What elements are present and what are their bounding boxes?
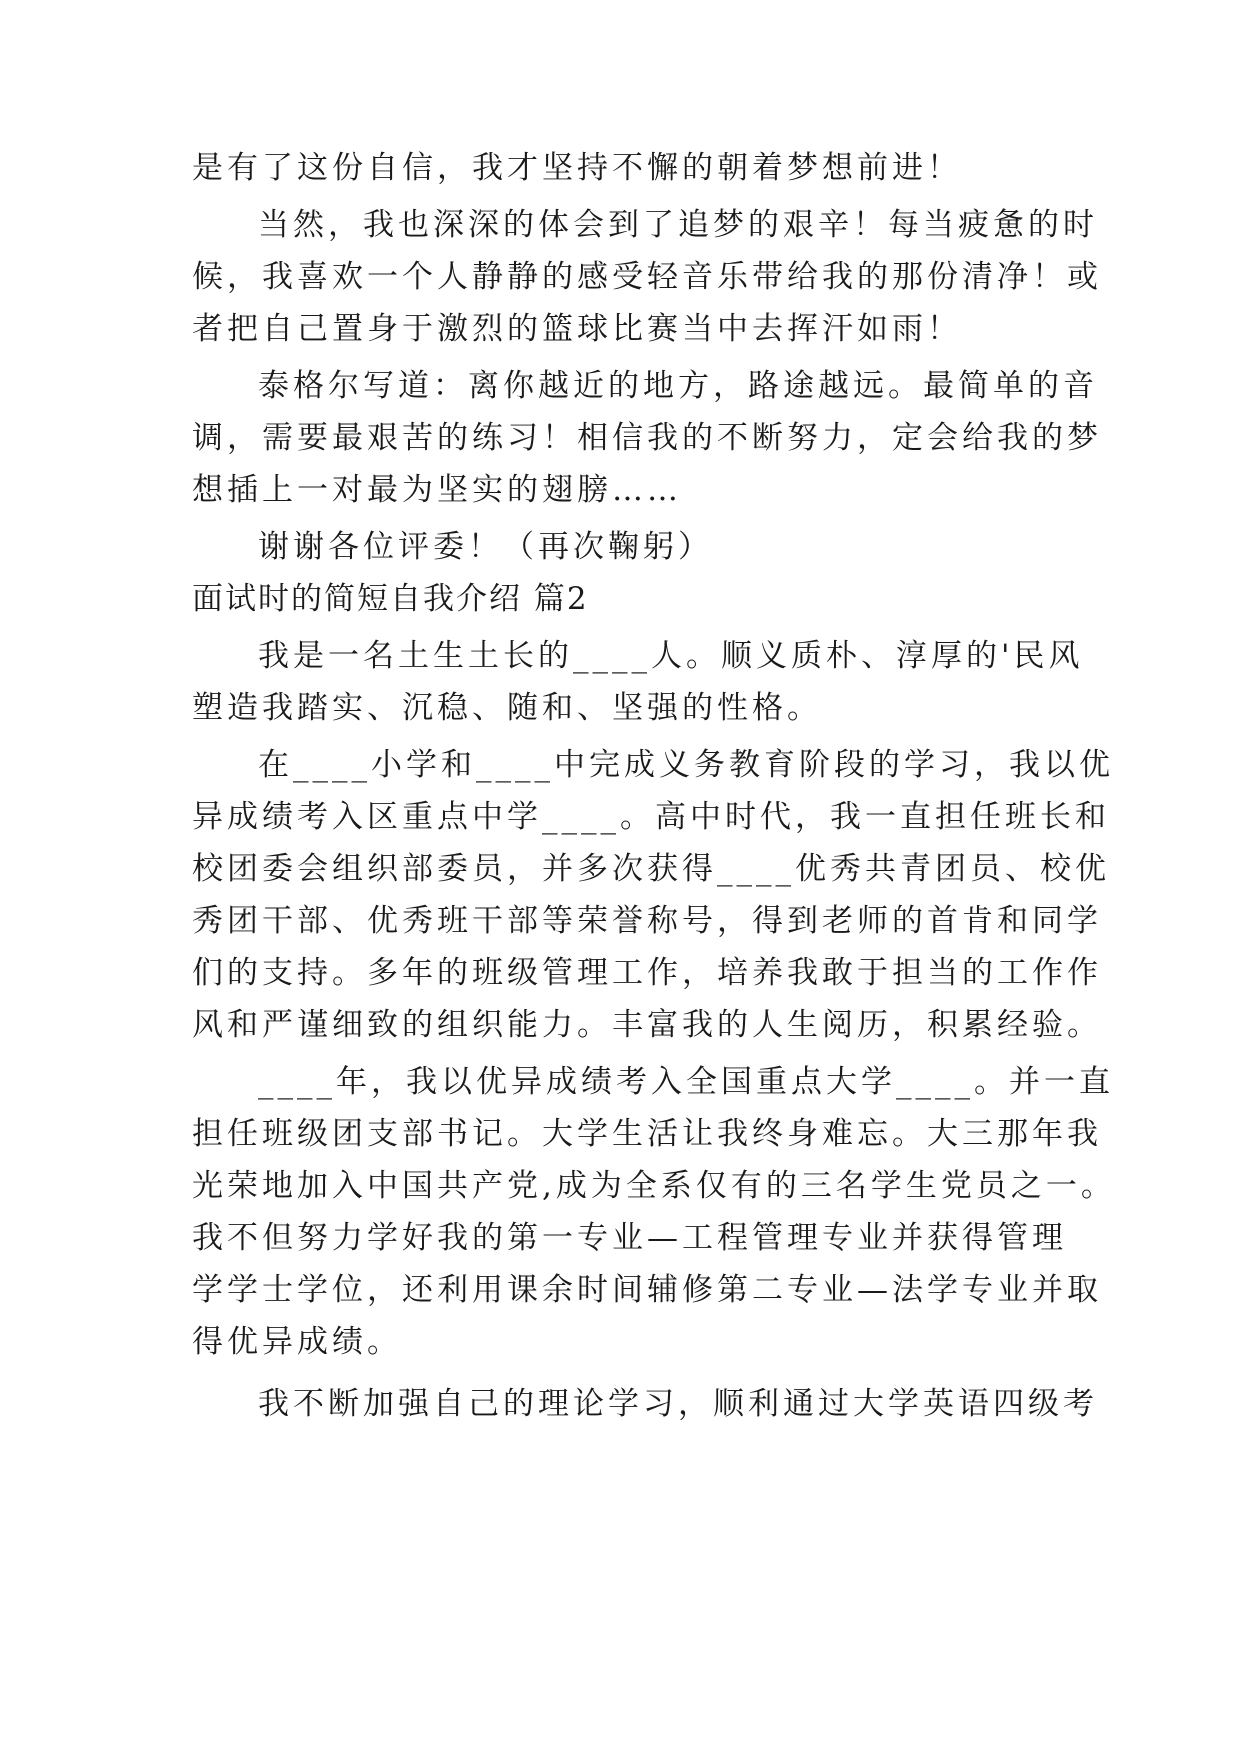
paragraph-first-line: 当然，我也深深的体会到了追梦的艰辛！每当疲惫的时 [258,207,1098,243]
text-line: 校团委会组织部委员，并多次获得____优秀共青团员、校优 [192,851,1110,887]
text-line: 是有了这份自信，我才坚持不懈的朝着梦想前进！ [192,150,962,186]
paragraph-first-line: ____年，我以优异成绩考入全国重点大学____。并一直 [258,1064,1114,1100]
paragraph-first-line: 我不断加强自己的理论学习，顺利通过大学英语四级考 [258,1386,1098,1422]
section-heading: 面试时的简短自我介绍 篇2 [192,581,589,617]
text-line: 光荣地加入中国共产党,成为全系仅有的三名学生党员之一。 [192,1168,1116,1204]
text-line: 者把自己置身于激烈的篮球比赛当中去挥汗如雨！ [192,311,962,347]
paragraph-first-line: 在____小学和____中完成义务教育阶段的学习，我以优 [258,747,1114,783]
text-line: 候，我喜欢一个人静静的感受轻音乐带给我的那份清净！或 [192,259,1102,295]
text-line: 秀团干部、优秀班干部等荣誉称号，得到老师的首肯和同学 [192,903,1102,939]
text-line: 得优异成绩。 [192,1324,402,1360]
paragraph-first-line: 我是一名土生土长的____人。顺义质朴、淳厚的'民风 [258,638,1084,674]
text-line: 们的支持。多年的班级管理工作，培养我敢于担当的工作作 [192,955,1102,991]
paragraph-first-line: 泰格尔写道：离你越近的地方，路途越远。最简单的音 [258,368,1098,404]
paragraph-first-line: 谢谢各位评委！（再次鞠躬） [258,529,713,565]
text-line: 风和严谨细致的组织能力。丰富我的人生阅历，积累经验。 [192,1007,1102,1043]
text-line: 我不但努力学好我的第一专业—工程管理专业并获得管理 [192,1220,1067,1256]
text-line: 担任班级团支部书记。大学生活让我终身难忘。大三那年我 [192,1116,1102,1152]
text-line: 异成绩考入区重点中学____。高中时代，我一直担任班长和 [192,799,1110,835]
text-line: 学学士学位，还利用课余时间辅修第二专业—法学专业并取 [192,1272,1102,1308]
text-line: 塑造我踏实、沉稳、随和、坚强的性格。 [192,690,822,726]
text-line: 想插上一对最为坚实的翅膀…… [192,472,682,508]
text-line: 调，需要最艰苦的练习！相信我的不断努力，定会给我的梦 [192,420,1102,456]
